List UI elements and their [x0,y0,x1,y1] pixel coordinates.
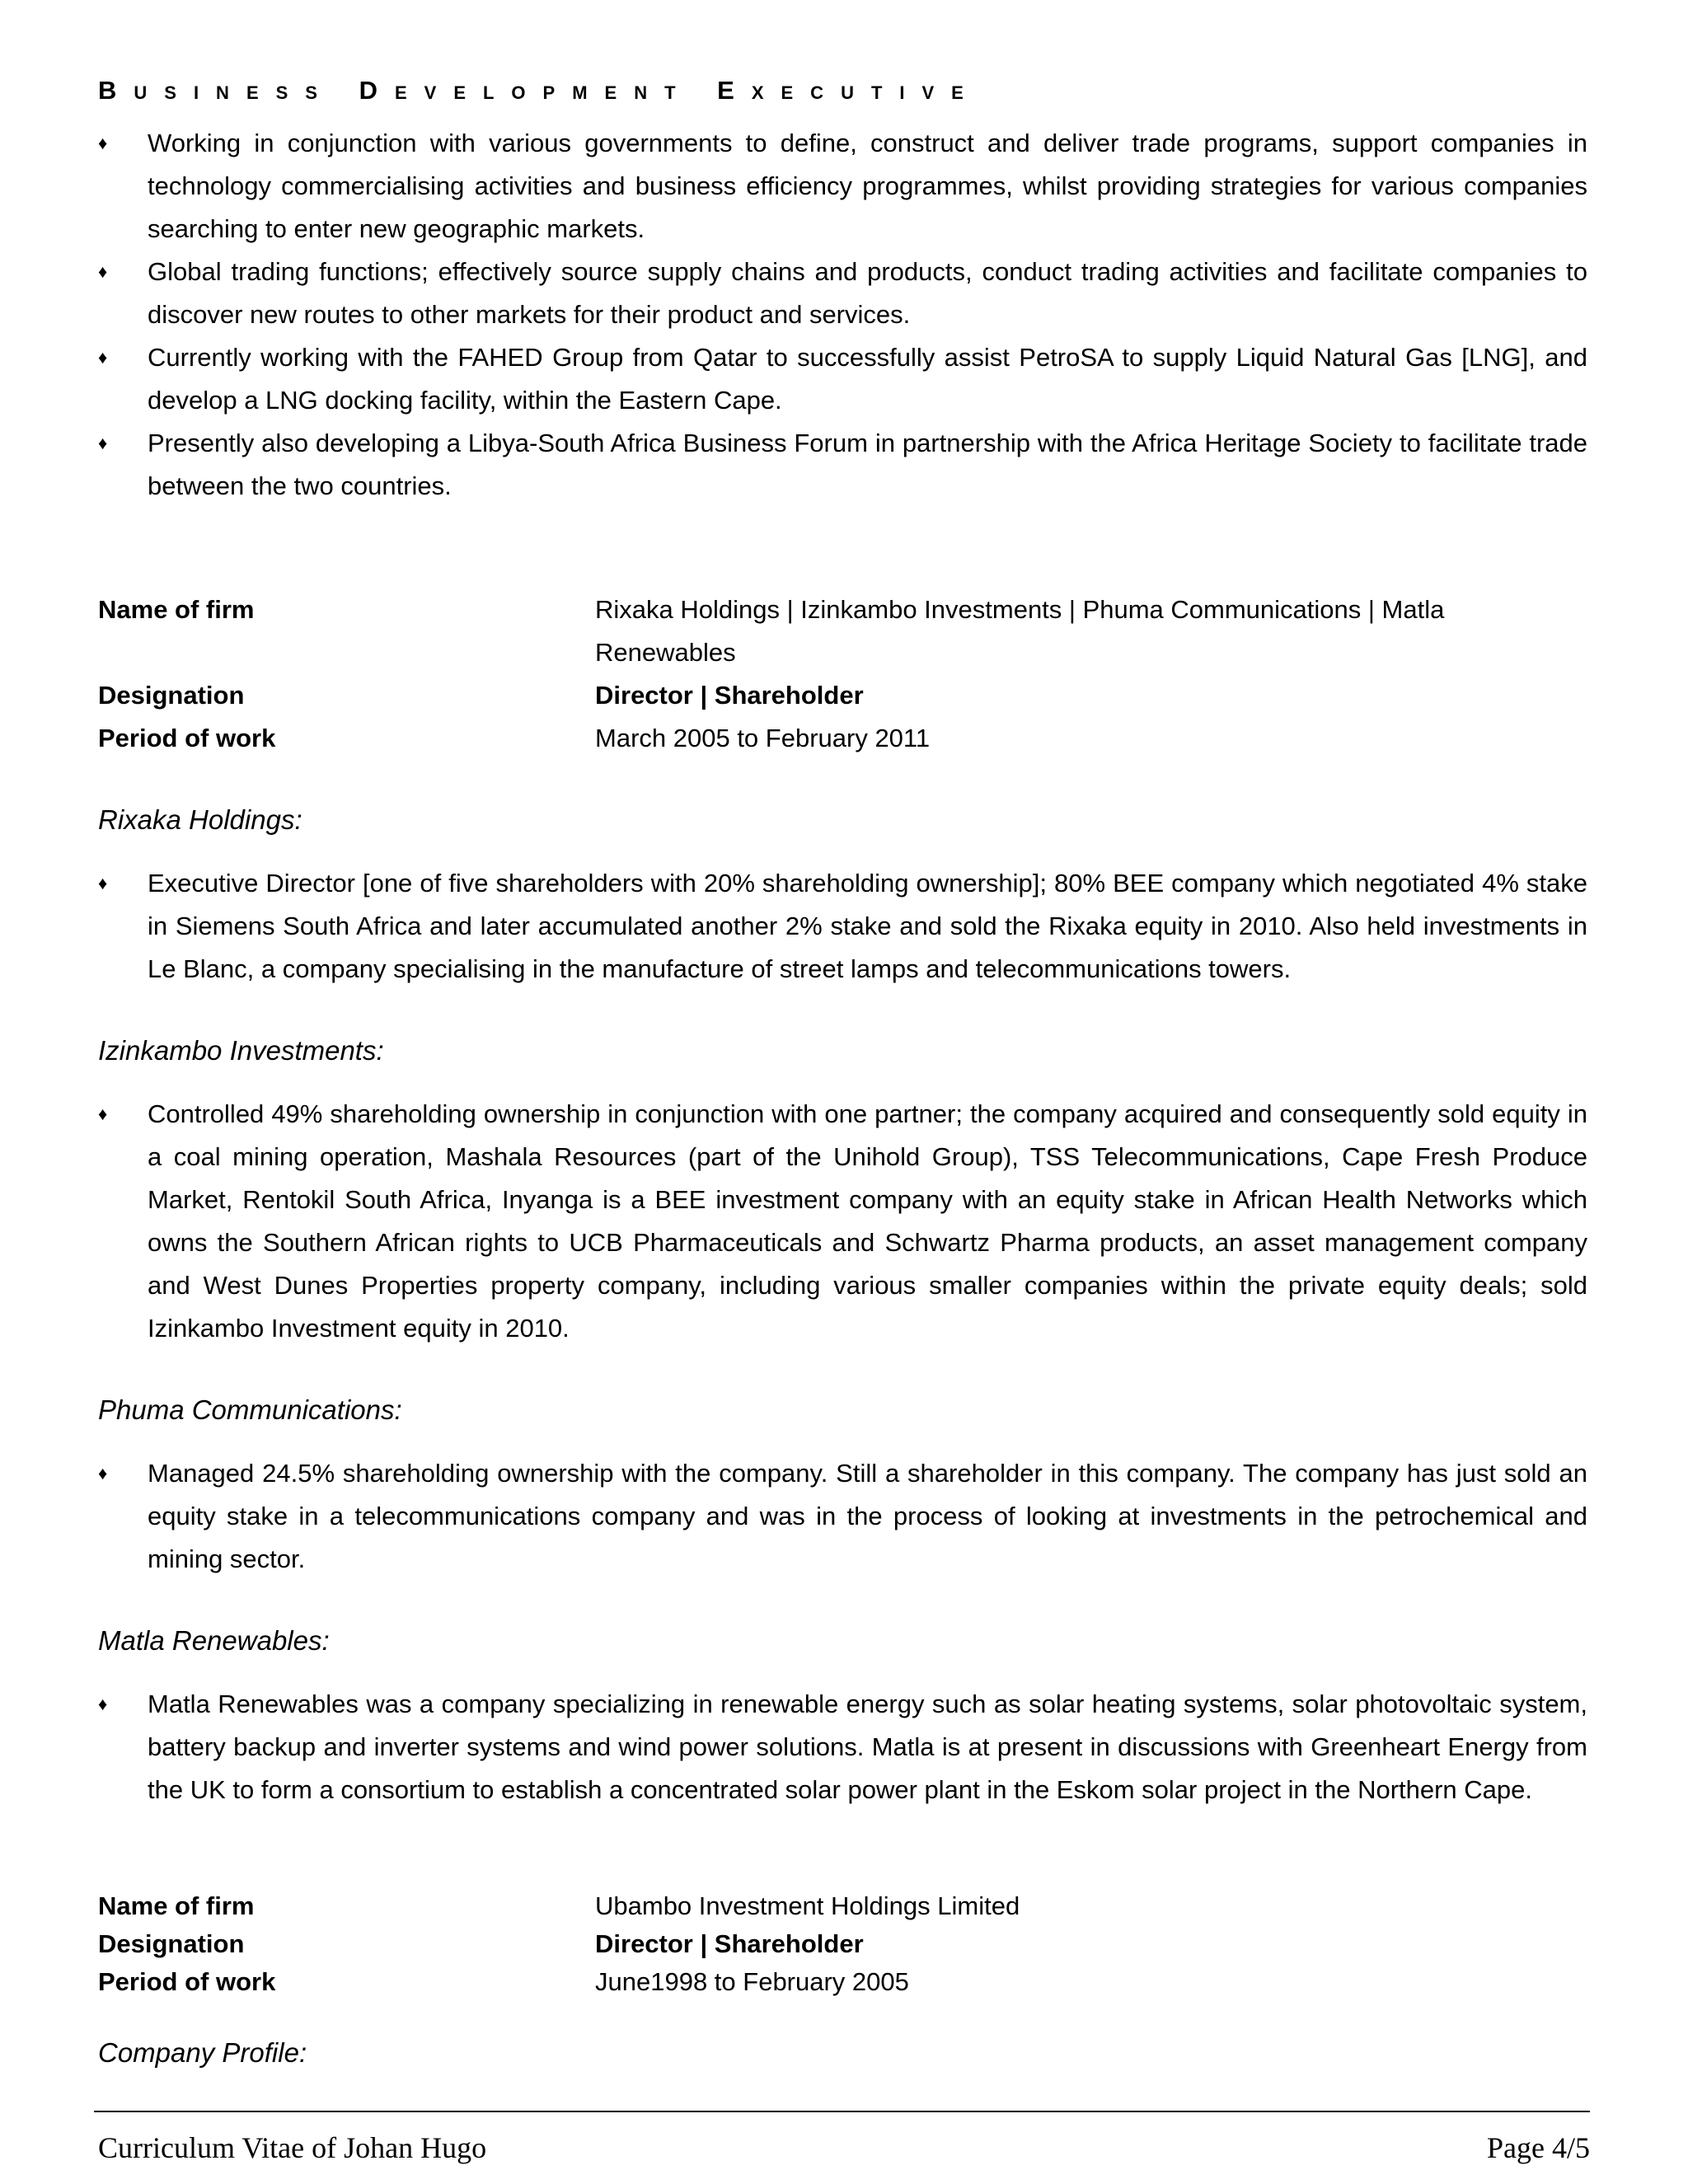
list-item: ♦ Managed 24.5% shareholding ownership with the company. Still a shareholder in this company. The company has just sold an equity stake in a telecommunications company and was in the process of looking at investments in the petrochemical and mining sector. [98,1452,1587,1581]
subsection-heading-izinkambo: Izinkambo Investments: [98,1035,384,1066]
period-value: June1998 to February 2005 [595,1967,909,1996]
matla-bullets [98,1683,1587,1811]
footer-title: Curriculum Vitae of Johan Hugo [98,2131,487,2164]
list-item: ♦ Executive Director [one of five shareholders with 20% shareholding ownership]; 80% BEE company which negotiated 4% stake in Siemens South Africa and later accumulated another 2% stake and sold the Rixaka equity in 2010. Also held investments in Le Blanc, a company specialising in the manufacture of street lamps and telecommunications towers. [98,862,1587,991]
firm-name-value: Rixaka Holdings | Izinkambo Investments | Phuma Communications | Matla Renewables [595,595,1445,667]
designation-row [98,1925,1587,1963]
period-row [98,717,1587,760]
list-item: ♦ Currently working with the FAHED Group from Qatar to successfully assist PetroSA to supply Liquid Natural Gas [LNG], and develop a LNG docking facility, within the Eastern Cape. [98,336,1587,422]
subsection-heading-phuma: Phuma Communications: [98,1394,402,1425]
intro-bullets [98,122,1587,508]
footer-divider [94,2111,1590,2112]
firm-name-value: Ubambo Investment Holdings Limited [595,1891,1020,1920]
designation-value: Director | Shareholder [595,1929,864,1958]
izinkambo-bullets [98,1093,1587,1350]
firm-name-row [98,588,1587,674]
rixaka-bullets [98,862,1587,991]
list-item: ♦ Matla Renewables was a company specializing in renewable energy such as solar heating systems, solar photovoltaic system, battery backup and inverter systems and wind power solutions. Matla is at present in discussions with Greenheart Energy from the UK to form a consortium to establish a concentrated solar power plant in the Eskom solar project in the Northern Cape. [98,1683,1587,1811]
firm-details-1 [98,588,1587,760]
period-label: Period of work [98,724,276,752]
subsection-heading-rixaka: Rixaka Holdings: [98,804,302,835]
subsection-heading-matla: Matla Renewables: [98,1625,330,1656]
firm-name-row [98,1887,1587,1925]
designation-label: Designation [98,1929,245,1958]
firm-name-label: Name of firm [98,1891,255,1920]
list-item: ♦ Global trading functions; effectively source supply chains and products, conduct trading activities and facilitate companies to discover new routes to other markets for their product and services. [98,251,1587,336]
company-profile-heading: Company Profile: [98,2037,307,2068]
phuma-bullets [98,1452,1587,1581]
period-row [98,1963,1587,2001]
list-item: ♦ Working in conjunction with various governments to define, construct and deliver trade programs, support companies in technology commercialising activities and business efficiency programmes, whilst providing strategies for various companies searching to enter new geographic markets. [98,122,1587,251]
designation-value: Director | Shareholder [595,681,864,710]
section-headline: Business Development Executive [98,76,981,105]
page-number: Page 4/5 [1487,2131,1590,2164]
list-item: ♦ Controlled 49% shareholding ownership in conjunction with one partner; the company acquired and consequently sold equity in a coal mining operation, Mashala Resources (part of the Unihold Group), TSS Telecommunications, Cape Fresh Produce Market, Rentokil South Africa, Inyanga is a BEE investment company with an equity stake in African Health Networks which owns the Southern African rights to UCB Pharmaceuticals and Schwartz Pharma products, an asset management company and West Dunes Properties property company, including various smaller companies within the private equity deals; sold Izinkambo Investment equity in 2010. [98,1093,1587,1350]
list-item: ♦ Presently also developing a Libya-South Africa Business Forum in partnership with the Africa Heritage Society to facilitate trade between the two countries. [98,422,1587,508]
firm-details-2 [98,1887,1587,2001]
firm-name-label: Name of firm [98,595,255,624]
period-label: Period of work [98,1967,276,1996]
designation-label: Designation [98,681,245,710]
designation-row [98,674,1587,717]
period-value: March 2005 to February 2011 [595,724,931,752]
